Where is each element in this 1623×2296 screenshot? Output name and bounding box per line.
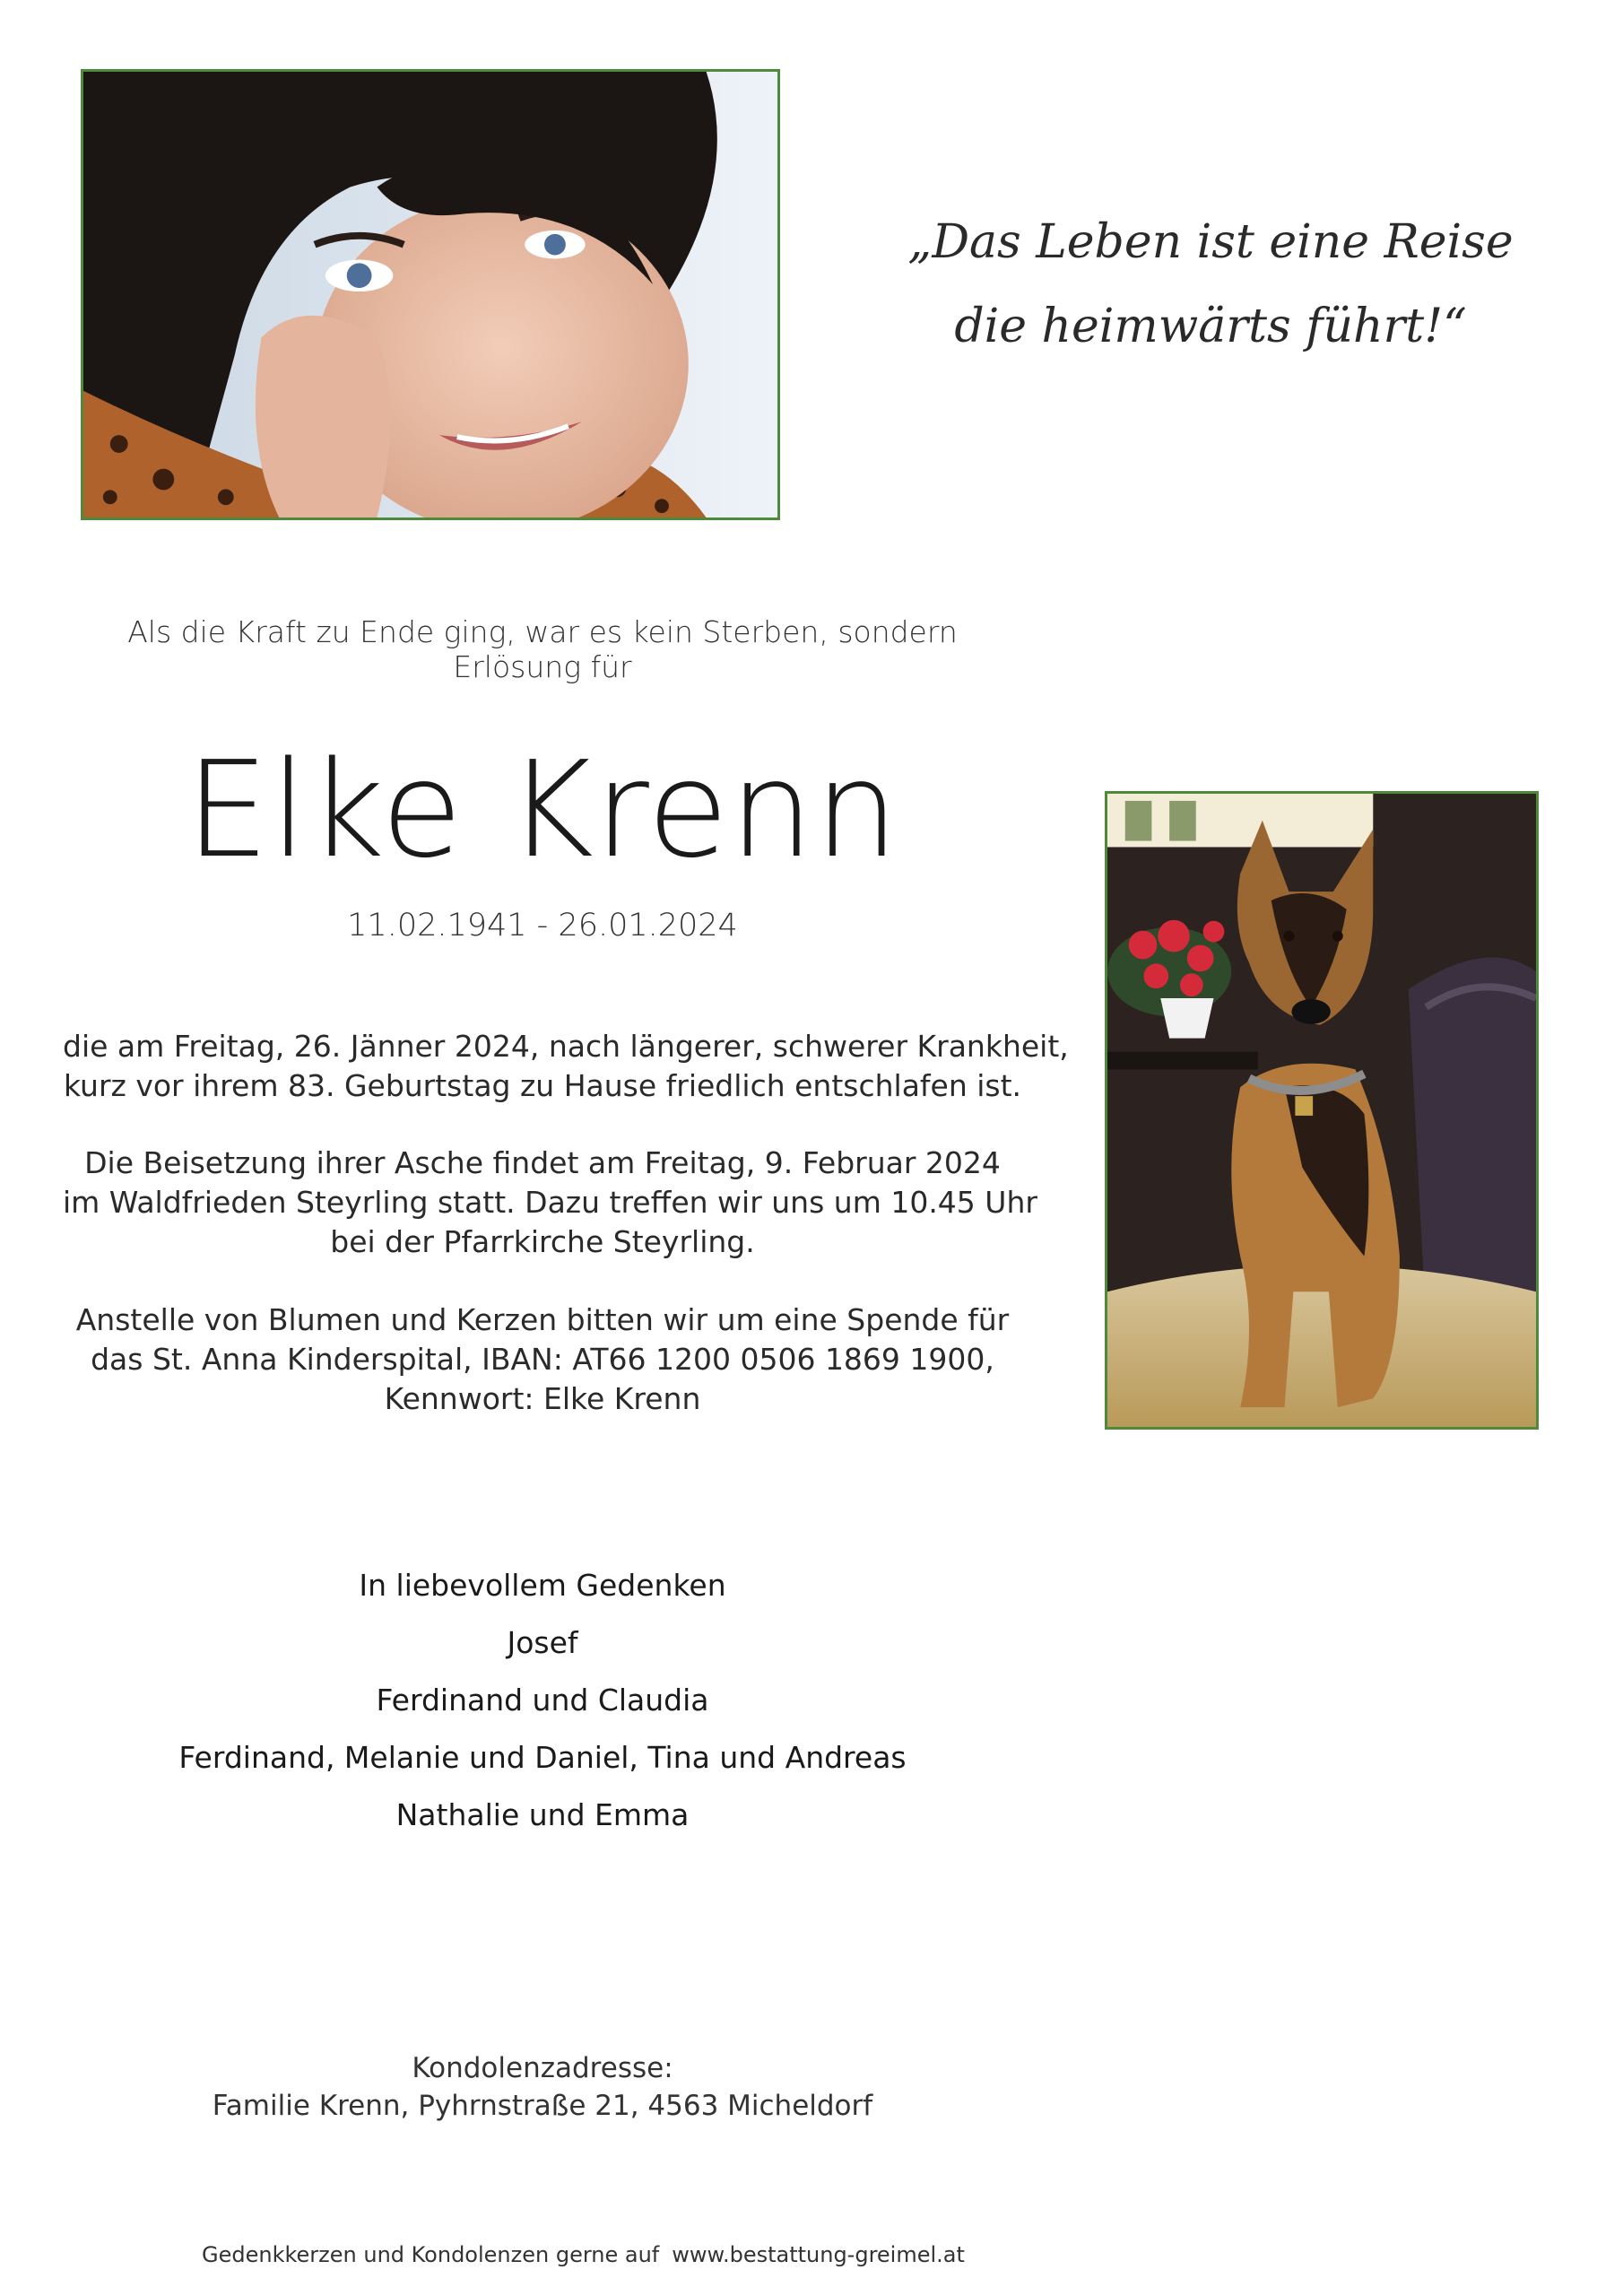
dog-photo <box>1105 791 1539 1430</box>
paragraph-line: Kennwort: Elke Krenn <box>384 1381 701 1416</box>
mourner-heading: In liebevollem Gedenken <box>359 1568 726 1603</box>
condolence-address: Familie Krenn, Pyhrnstraße 21, 4563 Micheldorf <box>212 2090 873 2122</box>
paragraph-line: im Waldfrieden Steyrling statt. Dazu treffen wir uns um 10.45 Uhr <box>63 1185 1037 1220</box>
quote-line-1: „Das Leben ist eine Reise <box>907 215 1514 269</box>
intro-text: Als die Kraft zu Ende ging, war es kein Sterben, sondern Erlösung für <box>127 614 958 684</box>
condolence-label: Kondolenzadresse: <box>412 2052 673 2084</box>
footer-url[interactable]: www.bestattung-greimel.at <box>672 2242 965 2267</box>
mourner-line: Josef <box>507 1625 578 1660</box>
paragraph-line: kurz vor ihrem 83. Geburtstag zu Hause friedlich entschlafen ist. <box>63 1068 1022 1103</box>
paragraph-line: Die Beisetzung ihrer Asche findet am Freitag, 9. Februar 2024 <box>84 1145 1001 1180</box>
donation-paragraph <box>63 1300 1022 1419</box>
paragraph-line: bei der Pfarrkirche Steyrling. <box>330 1224 755 1259</box>
footer-text: Gedenkkerzen und Kondolenzen gerne auf <box>202 2242 660 2267</box>
paragraph-line: die am Freitag, 26. Jänner 2024, nach längerer, schwerer Krankheit, <box>63 1029 1069 1064</box>
footer <box>202 2242 965 2267</box>
quote-line-2: die heimwärts führt!“ <box>954 300 1467 353</box>
death-notice-paragraph <box>63 1027 1069 1106</box>
mourner-line: Ferdinand, Melanie und Daniel, Tina und Andreas <box>178 1740 907 1775</box>
life-dates: 11.02.1941 - 26.01.2024 <box>347 908 738 944</box>
burial-paragraph <box>63 1144 1037 1262</box>
portrait-photo <box>81 69 780 520</box>
mourner-line: Ferdinand und Claudia <box>376 1683 709 1718</box>
mourner-line: Nathalie und Emma <box>395 1797 690 1832</box>
paragraph-line: Anstelle von Blumen und Kerzen bitten wir um eine Spende für <box>75 1302 1010 1337</box>
deceased-name: Elke Krenn <box>185 733 900 887</box>
paragraph-line: das St. Anna Kinderspital, IBAN: AT66 1200 0506 1869 1900, <box>91 1342 994 1377</box>
